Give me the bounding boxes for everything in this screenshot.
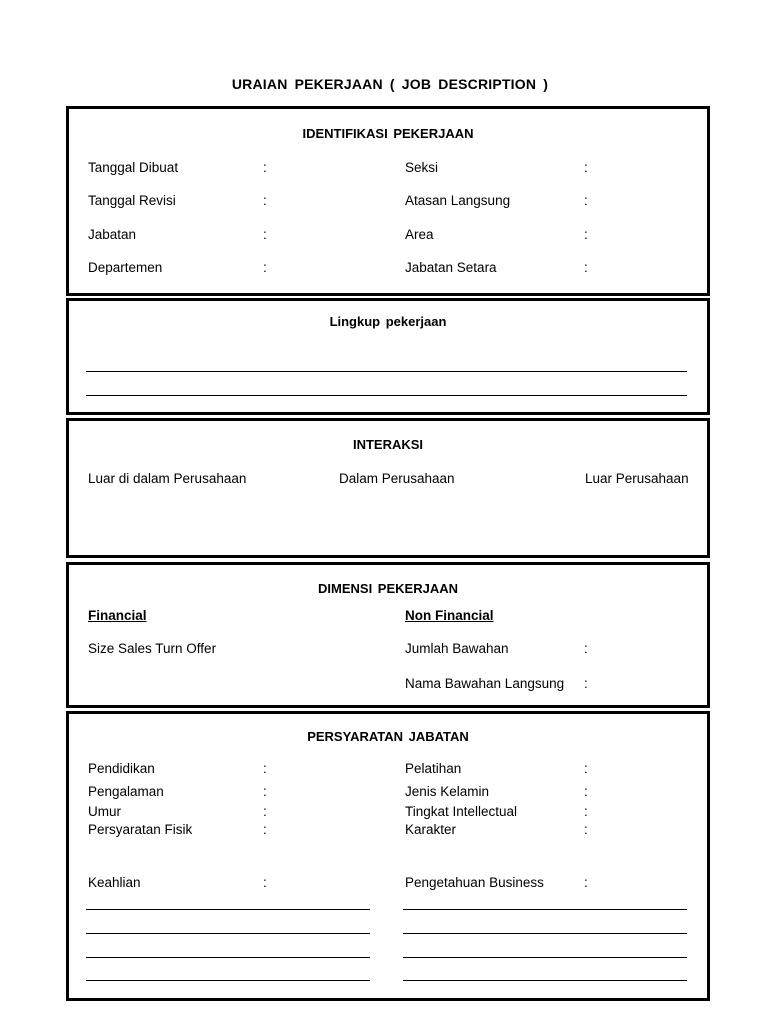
colon: : [263,193,267,208]
colon: : [584,676,588,691]
colon: : [263,822,267,837]
label-keahlian: Keahlian [88,875,141,890]
fill-line [403,933,687,934]
colon: : [263,875,267,890]
label-umur: Umur [88,804,121,819]
section-heading: INTERAKSI [352,437,424,452]
label-jumlah-bawahan: Jumlah Bawahan [405,641,509,656]
fill-line [86,957,370,958]
label-pendidikan: Pendidikan [88,761,155,776]
section-interaksi [66,418,710,558]
label-area: Area [405,227,434,242]
section-heading: IDENTIFIKASI PEKERJAAN [302,126,474,141]
label-size-sales: Size Sales Turn Offer [88,641,217,656]
label-non-financial: Non Financial [405,608,494,623]
label-tanggal-revisi: Tanggal Revisi [88,193,176,208]
colon: : [584,822,588,837]
section-lingkup [66,298,710,415]
colon: : [584,227,588,242]
section-heading: PERSYARATAN JABATAN [307,729,469,744]
label-seksi: Seksi [405,160,439,175]
label-tanggal-dibuat: Tanggal Dibuat [88,160,179,175]
colon: : [584,193,588,208]
colon: : [263,784,267,799]
fill-line [86,933,370,934]
label-jabatan: Jabatan [88,227,137,242]
colon: : [263,227,267,242]
label-departemen: Departemen [88,260,163,275]
label-atasan-langsung: Atasan Langsung [405,193,511,208]
colon: : [584,160,588,175]
label-karakter: Karakter [405,822,457,837]
colon: : [584,260,588,275]
label-jabatan-setara: Jabatan Setara [405,260,497,275]
document-title: URAIAN PEKERJAAN ( JOB DESCRIPTION ) [231,76,549,92]
label-dalam-perusahaan: Dalam Perusahaan [339,471,455,486]
label-jenis-kelamin: Jenis Kelamin [405,784,490,799]
fill-line [86,371,687,372]
colon: : [263,260,267,275]
colon: : [263,761,267,776]
colon: : [263,804,267,819]
label-tingkat-intellectual: Tingkat Intellectual [405,804,518,819]
label-nama-bawahan: Nama Bawahan Langsung [405,676,565,691]
fill-line [403,957,687,958]
label-pelatihan: Pelatihan [405,761,462,776]
fill-line [403,909,687,910]
section-heading: DIMENSI PEKERJAAN [318,581,458,596]
label-luar-perusahaan: Luar Perusahaan [585,471,689,486]
label-financial: Financial [88,608,147,623]
colon: : [584,641,588,656]
fill-line [86,980,370,981]
colon: : [584,804,588,819]
label-luar-di-dalam-perusahaan: Luar di dalam Perusahaan [88,471,247,486]
label-pengetahuan-business: Pengetahuan Business [405,875,544,890]
colon: : [584,875,588,890]
section-dimensi [66,562,710,708]
colon: : [584,761,588,776]
label-pengalaman: Pengalaman [88,784,164,799]
fill-line [86,395,687,396]
colon: : [584,784,588,799]
fill-line [86,909,370,910]
fill-line [403,980,687,981]
colon: : [263,160,267,175]
label-persyaratan-fisik: Persyaratan Fisik [88,822,193,837]
section-heading: Lingkup pekerjaan [329,314,447,329]
